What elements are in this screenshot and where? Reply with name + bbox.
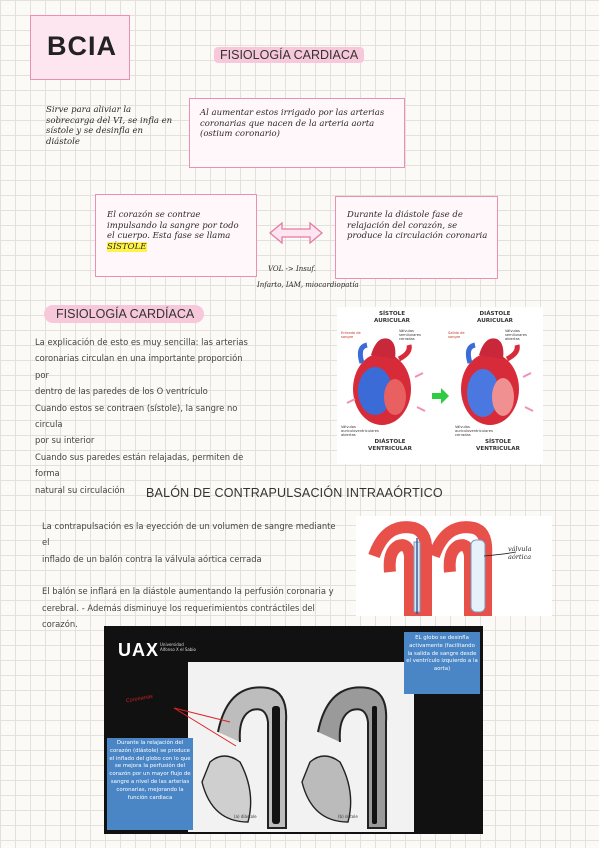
caption-systole: (b) sístole bbox=[338, 814, 358, 819]
heart-cycle-diagram bbox=[337, 307, 543, 464]
note-box-coronary-text: Al aumentar estos irrigado por las arterias coronarias que nacen de la arteria aorta (ostium coronario) bbox=[200, 108, 385, 140]
label-systole-atrial: SÍSTOLE AURICULAR bbox=[374, 311, 410, 325]
note-box-systole-main: El corazón se contrae impulsando la sangre por todo el cuerpo. Esta fase se llama bbox=[107, 210, 239, 242]
section1-line: La explicación de esto es muy sencilla: las arterias bbox=[35, 337, 248, 347]
side-note: Sirve para aliviar la sobrecarga del VI, se infla en sístole y se desinfla en diástole bbox=[46, 105, 173, 147]
section2-line: El balón se inflará en la diástole aumentando la perfusión coronaria y bbox=[42, 586, 334, 597]
uax-logo: UAX bbox=[118, 640, 160, 660]
uax-logo-sub: Universidad Alfonso X el Sabio bbox=[160, 642, 196, 653]
label-av-closed: Válvulas auriculoventriculares cerradas bbox=[455, 425, 493, 437]
section1-text bbox=[35, 334, 255, 498]
section2-title: BALÓN DE CONTRAPULSACIÓN INTRAAÓRTICO bbox=[146, 486, 443, 500]
section1-title: FISIOLOGÍA CARDÍACA bbox=[44, 305, 204, 323]
label-valves-open: Válvulas semilunares abiertas bbox=[505, 329, 527, 341]
section1-line: natural su circulación bbox=[35, 484, 125, 495]
section1-line: por su interior bbox=[35, 435, 95, 446]
double-arrow-icon bbox=[268, 220, 324, 246]
section1-line: dentro de las paredes de los O ventrículo bbox=[35, 386, 208, 397]
heart-right bbox=[461, 338, 519, 425]
page-title: FISIOLOGÍA CARDIACA bbox=[214, 47, 364, 63]
section1-line: coronarias circulan en una importante proporción por bbox=[35, 353, 243, 380]
note-box-diastole-text: Durante la diástole fase de relajación del corazón, se produce la circulación coronaria bbox=[347, 210, 488, 242]
logo-text: BCIA bbox=[47, 31, 117, 61]
note-box-systole-text bbox=[107, 210, 249, 253]
label-av-open: Válvulas auriculoventriculares abiertas bbox=[341, 425, 379, 437]
section1-line: Cuando sus paredes están relajadas, permiten de forma bbox=[35, 451, 244, 479]
label-diastole-atrial: DIÁSTOLE AURICULAR bbox=[477, 311, 513, 325]
aorta-illustration bbox=[356, 516, 552, 616]
small-note-1: VOL -> Insuf. bbox=[268, 265, 316, 273]
label-diastole-ventricular: DIÁSTOLE VENTRICULAR bbox=[368, 439, 412, 453]
valve-label: válvula aórtica bbox=[508, 545, 532, 562]
section1-line: Cuando estos se contraen (sístole), la sangre no circula bbox=[35, 402, 238, 429]
small-note-2: Infarto, IAM, miocardiopatía bbox=[257, 281, 359, 289]
label-entrada: Entrada de sangre bbox=[341, 331, 361, 339]
slide-left-info: Durante la relajación del corazón (diástole) se produce el inflado del globo con lo que se mejora la perfusión del corazón por un mayor flujo de sangre a nivel de las arterias coronarias, mejorando la función cardiaca bbox=[107, 738, 193, 830]
green-arrow-icon bbox=[432, 388, 449, 404]
section2-line: La contrapulsación es la eyección de un volumen de sangre mediante el bbox=[42, 521, 336, 548]
section2-line: cerebral. - Además disminuye los requerimientos contráctiles del corazón. bbox=[42, 602, 315, 629]
section2-line bbox=[42, 567, 342, 583]
label-valves-closed: Válvulas semilunares cerradas bbox=[399, 329, 421, 341]
label-systole-ventricular: SÍSTOLE VENTRICULAR bbox=[476, 439, 520, 453]
caption-diastole: (a) diástole bbox=[234, 814, 257, 819]
uax-slide bbox=[104, 626, 483, 834]
label-salida: Salida de sangre bbox=[448, 331, 465, 339]
slide-right-info: EL globo se desinfla activamente (facilitando la salida de sangre desde el ventrículo izquierdo a la aorta) bbox=[404, 632, 480, 694]
section2-line: inflado de un balón contra la válvula aórtica cerrada bbox=[42, 553, 262, 564]
coronarias-label: Coronarias bbox=[125, 693, 154, 705]
systole-highlight: SÍSTOLE bbox=[107, 241, 147, 252]
section2-text bbox=[42, 518, 342, 632]
heart-left bbox=[353, 338, 411, 425]
balloon-diagram bbox=[356, 516, 552, 616]
